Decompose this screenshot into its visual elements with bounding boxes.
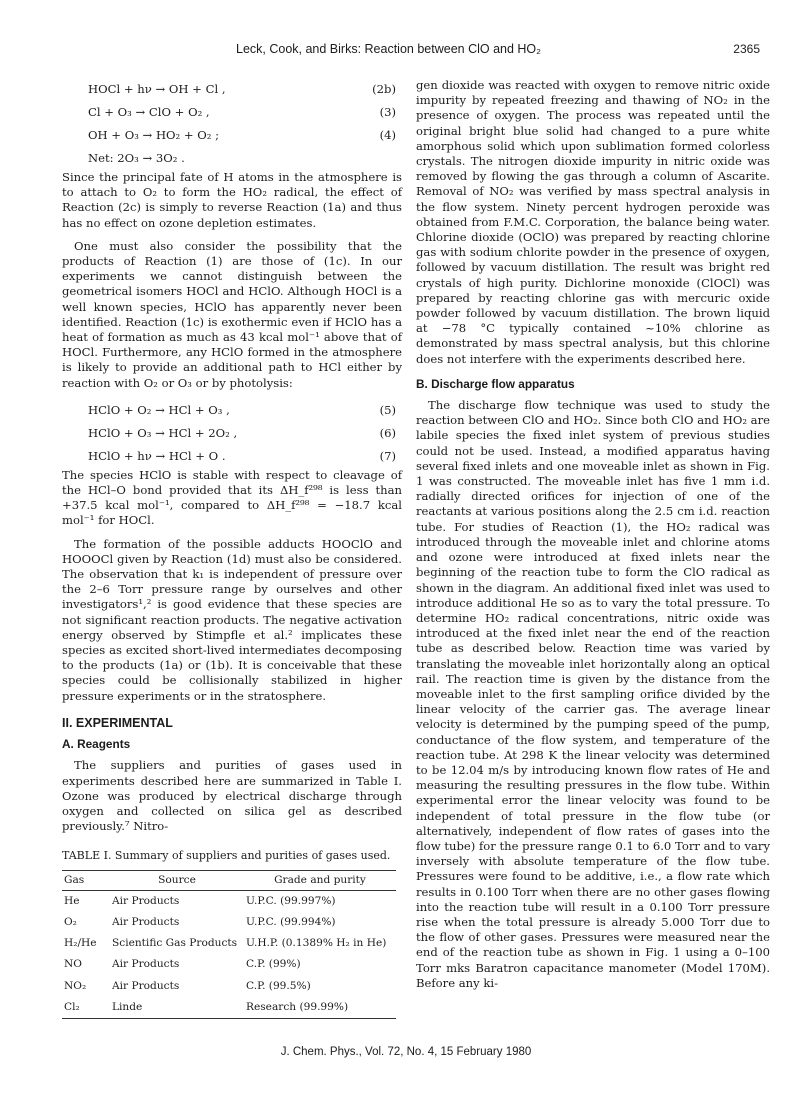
table-cell: H₂/He (64, 937, 97, 950)
paragraph: The discharge flow technique was used to study the reaction between ClO and HO₂. Since both ClO and HO₂ are labile species the fixed inlet system of previous studies could not be used. Instead, a modified apparatus having several fixed inlets and one moveable inlet as shown in Fig. 1 was constructed. The moveable inlet has five 1 mm i.d. radially directed orifices for injection of one of the reactants at various positions along the 2.5 cm i.d. reaction tube. For studies of Reaction (1), the HO₂ radical was introduced through the moveable inlet and chlorine atoms and ozone were introduced at fixed inlets near the beginning of the reaction tube to form the ClO radical as shown in the diagram. An additional fixed inlet was used to introduce additional He so as to vary the total pressure. To determine HO₂ radical concentrations, nitric oxide was introduced at the fixed inlet near the end of the reaction tube as described below. Reaction time was varied by translating the moveable inlet horizontally along an optical rail. The reaction time is given by the distance from the moveable inlet to the first sampling orifice divided by the linear velocity of the carrier gas. The average linear velocity is determined by the pumping speed of the pump, conductance of the flow system, and temperature of the reaction tube. At 298 K the linear velocity was determined to be 12.04 m/s by introducing known flow rates of He and measuring the resulting pressures in the flow tube. Within experimental error the linear velocity was found to be independent of total pressure in the flow tube (or alternatively, independent of flow rates of gases into the flow tube) for the pressure range 0.1 to 6.0 Torr and to vary inversely with absolute temperature of the flow tube. Pressures were found to be additive, i.e., a flow rate which results in 0.100 Torr when there are no other gases flowing into the reaction tube will result in a 0.100 Torr pressure rise when the total pressure is already 5.000 Torr due to the flow of other gases. Pressures were measured near the end of the reaction tube as shown in Fig. 1 using a 0–100 Torr mks Baratron capacitance manometer (Model 170M). Before any ki- (416, 398, 770, 990)
table-header-cell: Gas (62, 870, 110, 890)
paragraph: The formation of the possible adducts HOOClO and HOOOCl given by Reaction (1d) must also be considered. The observation that k₁ is independent of pressure over the 2–6 Torr pressure range by ourselves and other investigators¹,² is good evidence that these species are not significant reaction products. The negative activation energy observed by Stimpfle et al.² implicates these species as excited short-lived intermediates decomposing to the products (1a) or (1b). It is conceivable that these species could be collisionally stabilized in higher pressure experiments or in the stratosphere. (62, 536, 402, 703)
table-header-cell: Grade and purity (244, 870, 396, 890)
paragraph: One must also consider the possibility that the products of Reaction (1) are those of (1c). In our experiments we cannot distinguish between the geometrical isomers HOCl and HClO. Although HOCl is a well known species, HClO has apparently never been identified. Reaction (1c) is exothermic even if HClO has a heat of formation as much as 43 kcal mol⁻¹ above that of HOCl. Furthermore, any HClO formed in the atmosphere is likely to provide an additional path to HCl either by reaction with O₂ or O₃ or by photolysis: (62, 238, 402, 390)
table-cell: U.P.C. (99.997%) (246, 894, 336, 907)
paragraph: gen dioxide was reacted with oxygen to remove nitric oxide impurity by repeated freezing and thawing of NO₂ in the presence of oxygen. The process was repeated until the original bright blue solid had changed to a pure white amorphous solid which upon sublimation formed colorless crystals. The nitrogen dioxide impurity in nitric oxide was removed by flowing the gas through a column of Ascarite. Removal of NO₂ was verified by mass spectral analysis in the flow system. Ninety percent hydrogen peroxide was obtained from F.M.C. Corporation, the balance being water. Chlorine dioxide (OClO) was prepared by reacting chlorine gas with sodium chlorite powder in the presence of oxygen, followed by vacuum distillation. The result was bright red crystals of high purity. Dichlorine monoxide (ClOCl) was prepared by reacting chlorine gas with mercuric oxide powder followed by vacuum distillation. The brown liquid at −78 °C typically contained ~10% chlorine as demonstrated by mass spectral analysis, but this chlorine does not interfere with the experiments described here. (416, 78, 770, 366)
table-cell: NO (64, 958, 82, 971)
page-number: 2365 (733, 42, 760, 56)
equation-4 (62, 124, 402, 147)
table-cell: Air Products (112, 979, 180, 992)
equation-number: (5) (379, 402, 396, 417)
equation-2b (62, 78, 402, 101)
table-cell: C.P. (99%) (246, 958, 301, 971)
table-cell: He (64, 894, 80, 907)
table-1 (62, 848, 402, 1019)
table-row (62, 912, 396, 933)
equation-6 (62, 422, 402, 445)
table-cell: Air Products (112, 894, 180, 907)
equation-expr: HClO + hν → HCl + O . (88, 448, 226, 463)
equation-7 (62, 445, 402, 468)
table-row (62, 933, 396, 954)
subsection-heading: A. Reagents (62, 737, 131, 752)
equation-expr: OH + O₃ → HO₂ + O₂ ; (88, 128, 220, 142)
table-row (62, 997, 396, 1019)
journal-footer: J. Chem. Phys., Vol. 72, No. 4, 15 February 1980 (280, 1046, 532, 1058)
table-cell: U.H.P. (0.1389% H₂ in He) (246, 937, 387, 950)
equation-number: (4) (379, 128, 396, 142)
header-title: Leck, Cook, and Birks: Reaction between ClO and HO₂ (236, 42, 541, 56)
equation-number: (3) (379, 105, 396, 119)
equation-3 (62, 101, 402, 124)
table-cell: Air Products (112, 915, 180, 928)
equation-number: (6) (379, 425, 396, 440)
table-cell: Air Products (112, 958, 180, 971)
paragraph: Since the principal fate of H atoms in the atmosphere is to attach to O₂ to form the HO₂ radical, the effect of Reaction (2c) is simply to reverse Reaction (1a) and thus has no effect on ozone depletion estimates. (62, 170, 402, 230)
table-cell: Cl₂ (62, 997, 110, 1019)
equation-expr: Cl + O₃ → ClO + O₂ , (88, 105, 210, 119)
left-column (62, 78, 402, 1019)
equation-expr: HClO + O₃ → HCl + 2O₂ , (88, 425, 238, 440)
paragraph: The species HClO is stable with respect to cleavage of the HCl–O bond provided that its ΔH_f²⁹⁸ is less than +37.5 kcal mol⁻¹, compared to ΔH_f²⁹⁸ = −18.7 kcal mol⁻¹ for HOCl. (62, 467, 402, 528)
equation-expr: Net: 2O₃ → 3O₂ . (88, 151, 185, 165)
table-header-cell: Source (110, 870, 244, 890)
paragraph: The suppliers and purities of gases used in experiments described here are summarized in Table I. Ozone was produced by electrical discharge through oxygen and collected on silica gel as described previously.⁷ Nitro- (62, 758, 402, 834)
table-cell: Scientific Gas Products (112, 937, 238, 950)
equation-net (62, 147, 402, 170)
table-cell: U.P.C. (99.994%) (246, 915, 336, 928)
table-row (62, 976, 396, 997)
table-row (62, 954, 396, 975)
subsection-heading: B. Discharge flow apparatus (416, 376, 575, 391)
table-header-row (62, 870, 396, 890)
table-cell: Research (99.99%) (244, 997, 396, 1019)
equation-block-2 (62, 399, 402, 468)
equation-number: (7) (379, 448, 396, 463)
running-header (0, 42, 812, 62)
equation-block-1 (62, 78, 402, 170)
table-cell: O₂ (64, 915, 77, 928)
equation-expr: HOCl + hν → OH + Cl , (88, 82, 226, 96)
equation-5 (62, 399, 402, 422)
section-heading: II. EXPERIMENTAL (62, 715, 173, 730)
equation-expr: HClO + O₂ → HCl + O₃ , (88, 402, 230, 417)
equation-number: (2b) (372, 82, 396, 96)
table-caption: TABLE I. Summary of suppliers and purities of gases used. (62, 849, 391, 863)
table-cell: Linde (110, 997, 244, 1019)
table-cell: C.P. (99.5%) (246, 979, 311, 992)
gas-table (62, 870, 396, 1019)
right-column (416, 78, 770, 999)
table-cell: NO₂ (64, 979, 87, 992)
table-row (62, 890, 396, 912)
